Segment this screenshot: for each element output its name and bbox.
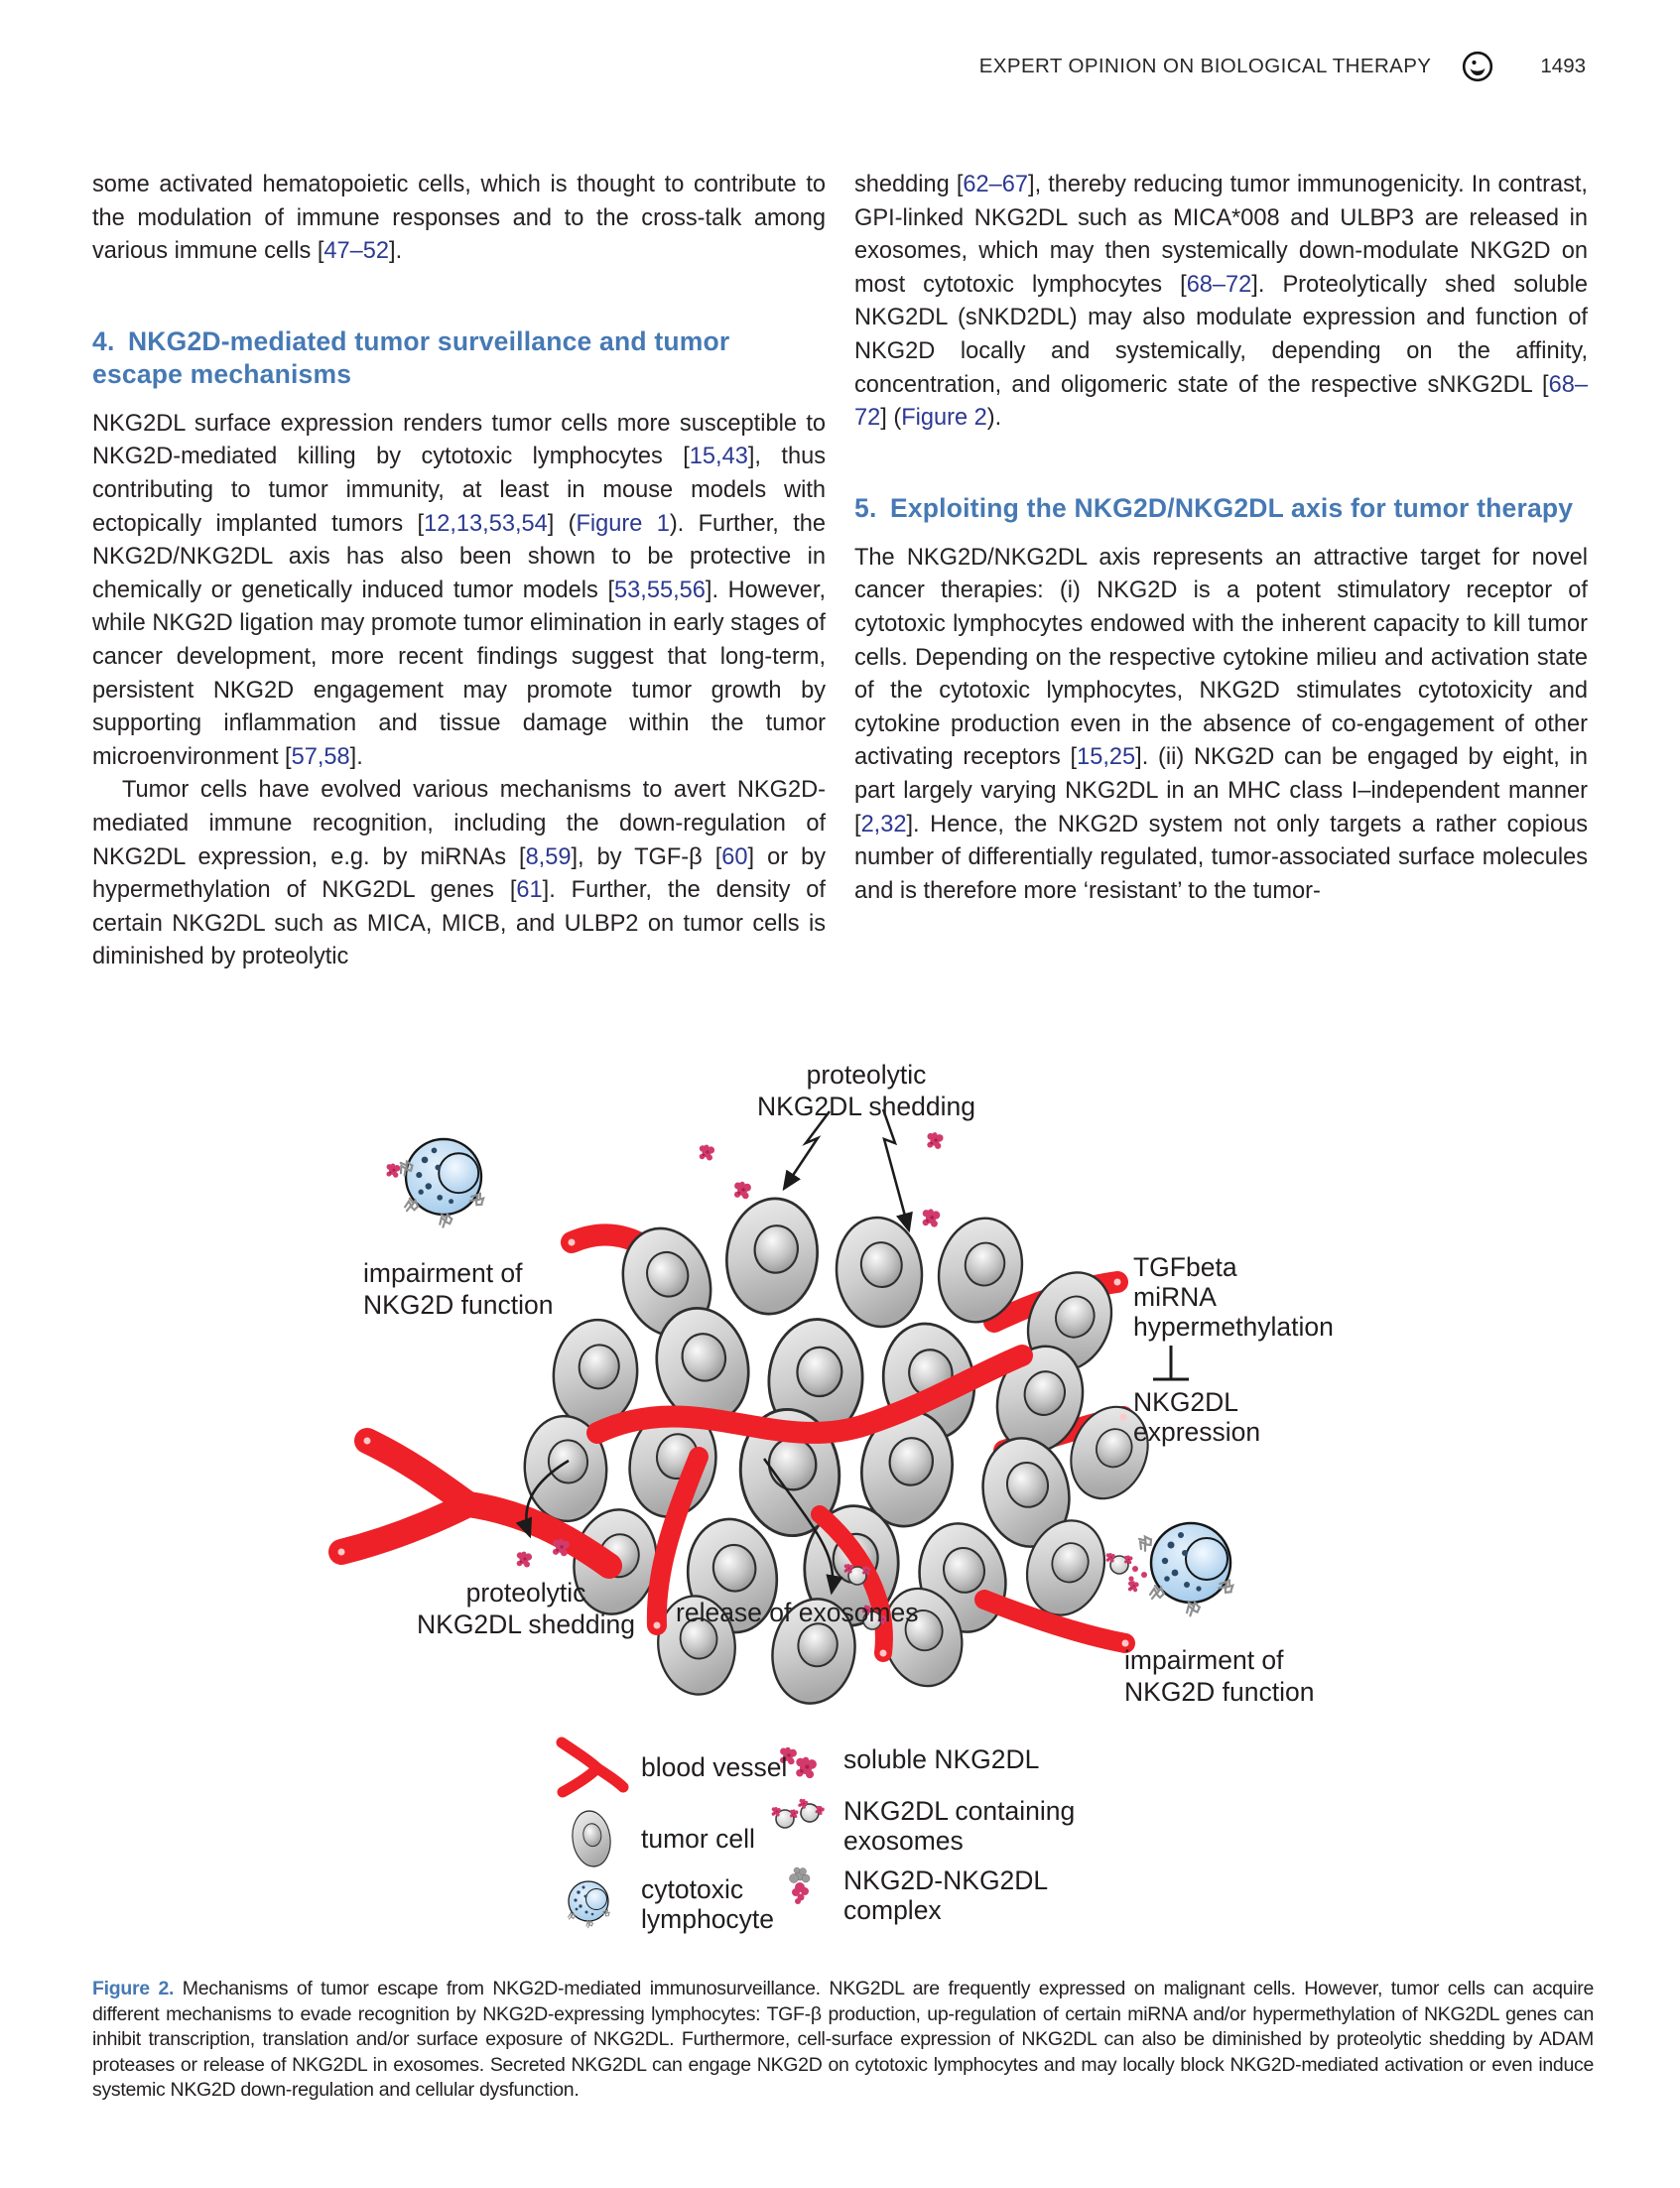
legend-cytotoxic: cytotoxic: [641, 1874, 744, 1904]
label-nkg2dl-expression-2: expression: [1133, 1417, 1261, 1447]
label-impairment-right: impairment of: [1124, 1645, 1284, 1675]
left-column: [92, 169, 826, 974]
figure-2-caption: Figure 2. Mechanisms of tumor escape from NKG2D-mediated immunosurveillance. NKG2DL are frequently expressed on malignant cells. However, tumor cells can acquire different mechanisms to evade recognition by NKG2D-expressing lymphocytes: TGF-β production, up-regulation of certain miRNA and/or hypermethylation of NKG2DL genes can inhibit transcription, translation and/or surface exposure of NKG2DL. Furthermore, cell-surface expression of NKG2DL can also be diminished by proteolytic shedding by ADAM proteases or release of NKG2DL in exosomes. Secreted NKG2DL can engage NKG2D on cytotoxic lymphocytes and may locally block NKG2D-mediated activation or even induce systemic NKG2D down-regulation and cellular dysfunction.: [92, 1978, 1595, 2101]
legend-blood-vessel: blood vessel: [641, 1752, 788, 1782]
label-proteolytic-shedding-top: proteolytic: [806, 1060, 927, 1090]
legend-cytotoxic-2: lymphocyte: [641, 1904, 775, 1934]
paragraph-axis: The NKG2D/NKG2DL axis represents an attractive target for novel cancer therapies: (i) NKG2D is a potent stimulatory receptor of cytotoxic lymphocytes endowed with the inherent capacity to kill tumor cells. Depending on the respective cytokine milieu and activation state of the cytotoxic lymphocytes, NKG2D stimulates cytotoxicity and cytokine production even in the absence of co-engagement of other activating receptors [15,25]. (ii) NKG2D can be engaged by eight, in part largely varying NKG2DL in an MHC class I–independent manner [2,32]. Hence, the NKG2D system not only targets a rather copious number of differentially regulated, tumor-associated surface molecules and is therefore more ‘resistant’ to the tumor-: [854, 544, 1588, 904]
citation-link[interactable]: 68–72: [1186, 271, 1252, 298]
section-5-heading: 5. Exploiting the NKG2D/NKG2DL axis for tumor therapy: [854, 492, 1574, 523]
inhibition-symbol: [1153, 1346, 1189, 1379]
citation-link[interactable]: 15,43: [689, 444, 748, 470]
tumor-cell-symbol: [569, 1809, 613, 1869]
cytotoxic-lymphocyte-left: [386, 1139, 486, 1227]
citation-link[interactable]: 53,55,56: [614, 577, 706, 603]
journal-title: EXPERT OPINION ON BIOLOGICAL THERAPY: [978, 55, 1432, 77]
label-tgfbeta: TGFbeta: [1133, 1252, 1237, 1282]
citation-link[interactable]: 62–67: [963, 172, 1029, 197]
label-hypermethylation: hypermethylation: [1133, 1312, 1334, 1342]
label-impairment-left: impairment of: [363, 1258, 523, 1288]
label-impairment-right-2: NKG2D function: [1124, 1677, 1315, 1707]
taylor-francis-logo-icon: [1461, 50, 1494, 83]
citation-link[interactable]: 15,25: [1077, 744, 1136, 771]
citation-link[interactable]: 47–52: [323, 238, 390, 265]
legend-exosomes-2: exosomes: [843, 1826, 964, 1856]
citation-link[interactable]: 57,58: [291, 743, 350, 770]
citation-link[interactable]: 61: [516, 877, 543, 904]
section-4-heading: 4. NKG2D-mediated tumor surveillance and tumor escape mechanisms: [92, 325, 730, 389]
legend-soluble-nkg2dl: soluble NKG2DL: [843, 1744, 1040, 1774]
citation-link[interactable]: 60: [721, 843, 748, 870]
legend-tumor-cell: tumor cell: [641, 1824, 755, 1854]
soluble-nkg2dl-bottom: [517, 1539, 570, 1568]
label-proteolytic-shedding-bottom-2: NKG2DL shedding: [417, 1609, 635, 1639]
legend-exosomes: NKG2DL containing: [843, 1796, 1076, 1826]
paragraph-shedding: shedding [62–67], thereby reducing tumor immunogenicity. In contrast, GPI-linked NKG2DL such as MICA*008 and ULBP3 are released in exosomes, which may then systemically down-modulate NKG2D on most cytotoxic lymphocytes [68–72]. Proteolytically shed soluble NKG2DL (sNKD2DL) may also modulate expression and function of NKG2D locally and systemically, depending on the affinity, concentration, and oligomeric state of the respective sNKG2DL [68–72] (Figure 2).: [854, 172, 1588, 432]
paragraph-surveillance: NKG2DL surface expression renders tumor cells more susceptible to NKG2D-mediated killing by cytotoxic lymphocytes [15,43], thus contributing to tumor immunity, at least in mouse models with ectopically implanted tumors [12,13,53,54] (Figure 1). Further, the NKG2D/NKG2DL axis has also been shown to be protective in chemically or genetically induced tumor models [53,55,56]. However, while NKG2D ligation may promote tumor elimination in early stages of cancer development, more recent findings suggest that long-term, persistent NKG2D engagement may promote tumor growth by supporting inflammation and tissue damage within the tumor microenvironment [57,58].: [92, 410, 826, 770]
label-proteolytic-shedding-top-2: NKG2DL shedding: [757, 1092, 975, 1121]
soluble-nkg2dl-top: [700, 1132, 944, 1226]
blood-vessel-symbol: [562, 1742, 623, 1792]
citation-link[interactable]: 68–72: [854, 371, 1588, 432]
label-mirna: miRNA: [1133, 1282, 1217, 1312]
citation-link[interactable]: Figure 2: [901, 405, 987, 432]
figlabel: Figure 2.: [92, 1978, 183, 1999]
label-proteolytic-shedding-bottom: proteolytic: [465, 1578, 586, 1608]
label-impairment-left-2: NKG2D function: [363, 1290, 554, 1320]
complex-symbol: [790, 1867, 811, 1904]
cytotoxic-lymphocyte-right: [1106, 1523, 1236, 1616]
paragraph-escape: Tumor cells have evolved various mechanisms to avert NKG2D-mediated immune recognition, including the down-regulation of NKG2DL expression, e.g. by miRNAs [8,59], by TGF-β [60] or by hypermethylation of NKG2DL genes [61]. Further, the density of certain NKG2DL such as MICA, MICB, and ULBP2 on tumor cells is diminished by proteolytic: [92, 777, 826, 970]
citation-link[interactable]: 8,59: [525, 843, 572, 870]
figure-legend: [562, 1742, 1075, 1934]
citation-link[interactable]: 2,32: [860, 811, 907, 837]
page-number: 1493: [1540, 55, 1586, 77]
figure-2-illustration: [273, 1040, 1464, 1973]
legend-complex: NKG2D-NKG2DL: [843, 1866, 1049, 1895]
legend-complex-2: complex: [843, 1895, 942, 1925]
running-head: [92, 50, 1586, 83]
lymphocyte-symbol: [569, 1881, 611, 1928]
citation-link[interactable]: Figure 1: [576, 510, 670, 537]
right-column: [854, 169, 1588, 908]
paragraph-intro: some activated hematopoietic cells, which is thought to contribute to the modulation of immune responses and to the cross-talk among various immune cells [47–52].: [92, 172, 826, 265]
label-nkg2dl-expression: NKG2DL: [1133, 1387, 1239, 1417]
exosome-symbol: [772, 1807, 799, 1828]
citation-link[interactable]: 12,13,53,54: [424, 510, 548, 537]
label-release-of-exosomes: release of exosomes: [676, 1598, 919, 1627]
